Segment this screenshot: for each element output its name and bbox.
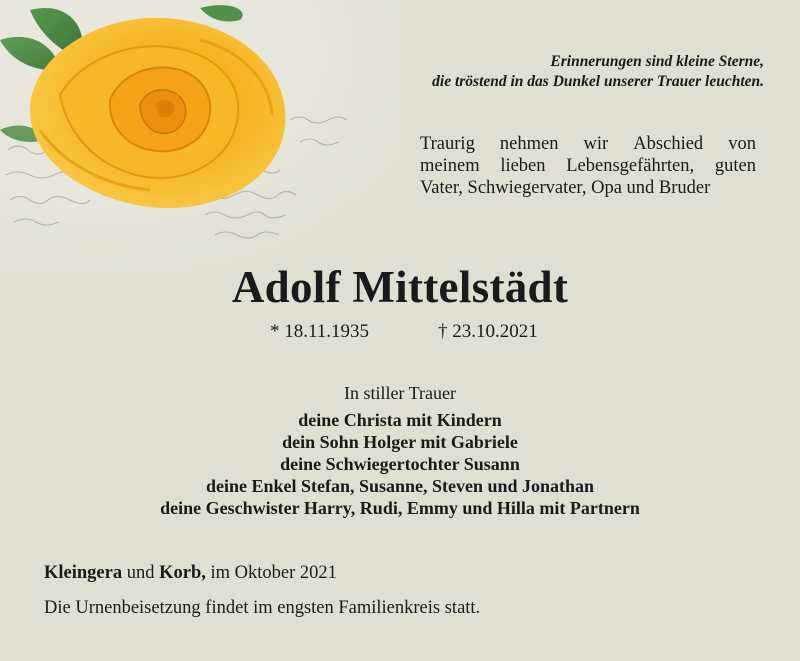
word: wir [583, 134, 609, 154]
word: Abschied [633, 134, 704, 154]
farewell-line-3: Vater, Schwiegervater, Opa und Bruder [420, 178, 711, 198]
mourners-list [0, 409, 800, 519]
word: Lebensgefährten, [566, 156, 695, 176]
farewell-line-1 [420, 133, 756, 155]
rose-illustration [0, 0, 400, 270]
deceased-name: Adolf Mittelstädt [231, 262, 569, 312]
quote-line: die tröstend in das Dunkel unserer Trauer leuchten. [432, 73, 764, 90]
conjunction: und [122, 563, 160, 583]
place-name: Kleingera [44, 563, 123, 583]
mourning-heading: In stiller Trauer [344, 383, 456, 403]
word: Traurig [420, 134, 475, 154]
mourner-line: deine Enkel Stefan, Susanne, Steven und Jonathan [205, 476, 595, 496]
death-date: † 23.10.2021 [438, 321, 538, 342]
mourner-line: dein Sohn Holger mit Gabriele [282, 432, 518, 452]
rose-photo [0, 0, 400, 270]
word: lieben [500, 156, 546, 176]
birth-date: * 18.11.1935 [270, 321, 370, 342]
mourner-line: deine Schwiegertochter Susann [280, 454, 520, 474]
farewell-text [420, 133, 756, 199]
farewell-line-2 [420, 155, 756, 177]
place-name: Korb, [159, 563, 206, 583]
word: von [728, 134, 756, 154]
mourner-line: deine Christa mit Kindern [298, 410, 502, 430]
mourner-line: deine Geschwister Harry, Rudi, Emmy und Hilla mit Partnern [160, 498, 640, 518]
quote-line: Erinnerungen sind kleine Sterne, [550, 53, 764, 70]
place-and-date [44, 561, 337, 585]
word: meinem [420, 156, 480, 176]
date-text: im Oktober 2021 [205, 563, 337, 583]
word: guten [714, 156, 756, 176]
word: nehmen [499, 134, 559, 154]
burial-note: Die Urnenbeisetzung findet im engsten Familienkreis statt. [44, 598, 481, 618]
memorial-quote [300, 52, 764, 92]
